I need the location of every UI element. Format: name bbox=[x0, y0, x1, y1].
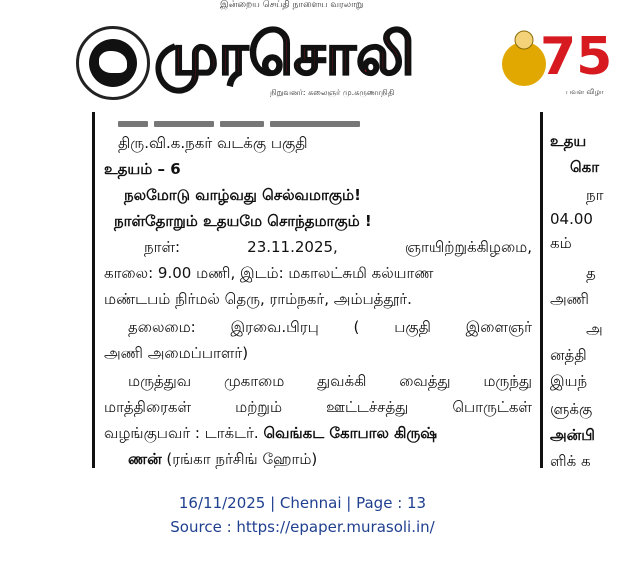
side-line: கம் bbox=[550, 234, 572, 252]
word-5: மருந்து bbox=[483, 372, 532, 390]
newspaper-wordmark bbox=[152, 8, 512, 88]
side-line: உதய bbox=[550, 132, 587, 150]
article-slogan-2: நாள்தோறும் உதயமே சொந்தமாகும் ! bbox=[114, 212, 372, 230]
side-line: னத்தி bbox=[550, 346, 587, 364]
article-clipping bbox=[0, 112, 605, 468]
word-3: ஊட்டச்சத்து bbox=[326, 398, 409, 416]
chair-role-2: இளைஞர் bbox=[465, 318, 532, 336]
masthead bbox=[70, 0, 613, 112]
side-line: ளுக்கு bbox=[550, 400, 593, 418]
paren-open: ( bbox=[353, 318, 360, 336]
side-line: அணி bbox=[550, 290, 589, 308]
footer-source-link[interactable]: Source : https://epaper.murasoli.in/ bbox=[170, 518, 435, 536]
article-chair-role-line: அணி அமைப்பாளர்) bbox=[104, 344, 249, 362]
chair-label: தலைமை: bbox=[128, 318, 196, 336]
article-camp-line bbox=[128, 372, 532, 392]
side-line: நா bbox=[586, 186, 604, 204]
masthead-tagline: இன்றைய செய்தி நாளைய வரலாறு bbox=[220, 0, 364, 10]
side-line: கொ bbox=[570, 158, 600, 176]
article-event-title: உதயம் – 6 bbox=[104, 160, 181, 178]
article-provider-line-2 bbox=[128, 450, 317, 470]
party-emblem-icon bbox=[76, 26, 150, 100]
article-medicine-line bbox=[104, 398, 532, 418]
article-slogan-1: நலமோடு வாழ்வது செல்வமாகும்! bbox=[124, 186, 361, 204]
date-label: நாள்: bbox=[144, 238, 181, 256]
word-2: மற்றும் bbox=[235, 398, 283, 416]
column-rule-right bbox=[540, 112, 543, 468]
word-4: வைத்து bbox=[399, 372, 451, 390]
side-line: இயந் bbox=[550, 372, 588, 390]
article-provider-line bbox=[104, 424, 437, 444]
article-area-line: திரு.வி.க.நகர் வடக்கு பகுதி bbox=[118, 134, 308, 152]
column-rule-left bbox=[92, 112, 95, 468]
article-chair-line bbox=[128, 318, 532, 338]
anniversary-number: 75 bbox=[540, 27, 613, 87]
doctor-name: வெங்கட கோபால கிருஷ் bbox=[263, 424, 438, 442]
word-2: முகாமை bbox=[223, 372, 285, 390]
provider-label: வழங்குபவர் : டாக்டர். bbox=[104, 424, 264, 442]
word-4: பொருட்கள் bbox=[452, 398, 532, 416]
article-address-line: மண்டபம் நிர்மல் தெரு, ராம்நகர், அம்பத்தூர். bbox=[104, 290, 412, 308]
side-line: அன்பி bbox=[550, 426, 595, 444]
chair-role-1: பகுதி bbox=[394, 318, 431, 336]
chair-name: இரவை.பிரபு bbox=[230, 318, 319, 336]
anniversary-caption: பவள விழா bbox=[566, 88, 604, 96]
side-line: த bbox=[586, 264, 596, 282]
side-line: அ bbox=[586, 320, 603, 338]
footer-dateline: 16/11/2025 | Chennai | Page : 13 bbox=[178, 494, 427, 512]
side-line: ளிக் க bbox=[550, 452, 591, 470]
hospital-name: (ரங்கா நர்சிங் ஹோம்) bbox=[161, 450, 318, 468]
clipped-previous-line bbox=[118, 112, 398, 118]
masthead-founder-line: நிறுவனர்: கலைஞர் மு.கருணாநிதி bbox=[270, 88, 395, 97]
word-1: மருத்துவ bbox=[128, 372, 192, 390]
word-3: துவக்கி bbox=[317, 372, 367, 390]
side-line: 04.00 bbox=[550, 210, 593, 228]
day-value: ஞாயிற்றுக்கிழமை, bbox=[404, 238, 532, 256]
anniversary-75-badge bbox=[506, 4, 613, 104]
word-1: மாத்திரைகள் bbox=[104, 398, 192, 416]
date-value: 23.11.2025, bbox=[247, 238, 338, 256]
article-time-venue-line: காலை: 9.00 மணி, இடம்: மகாலட்சுமி கல்யாண bbox=[104, 264, 434, 282]
wordmark-text: முரசொலி bbox=[154, 20, 415, 88]
article-date-line bbox=[144, 238, 532, 258]
doctor-name-end: ணன் bbox=[128, 450, 162, 468]
